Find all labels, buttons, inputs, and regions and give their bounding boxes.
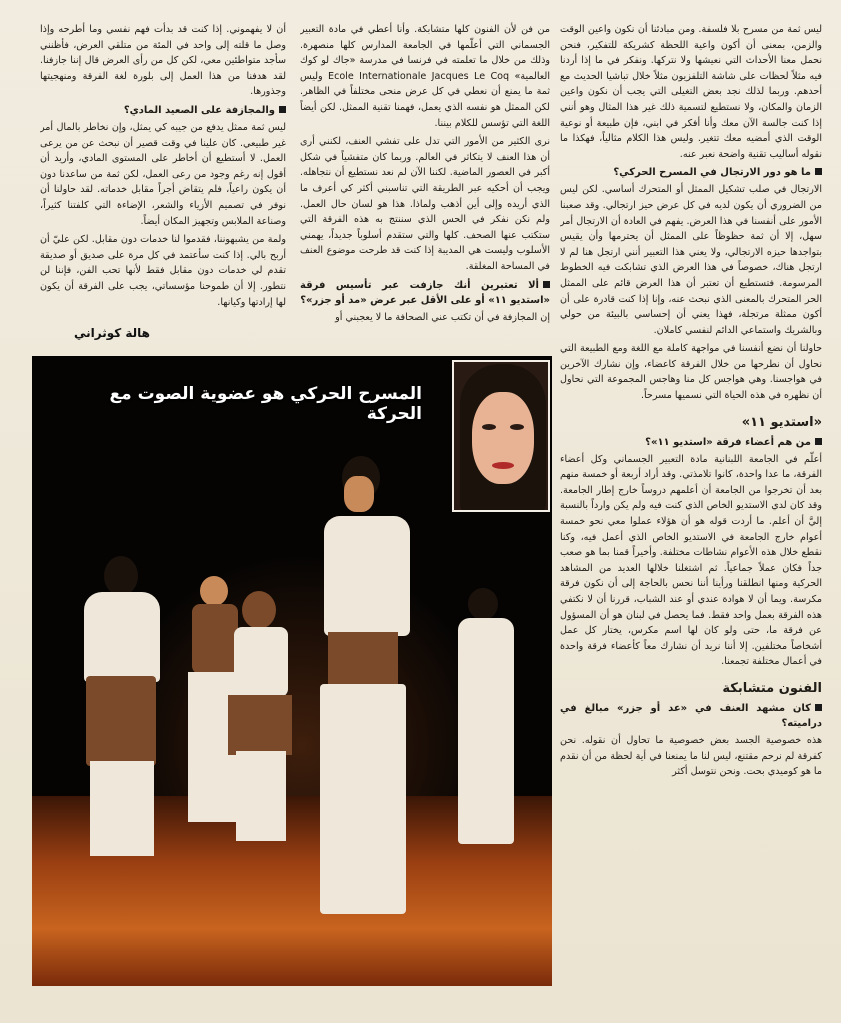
paragraph: ليس ثمة من مسرح بلا فلسفة. ومن مبادئنا أن نكون واعين الوقت والزمن، بمعنى أن أكون واعية اللحظة كشريكة للتفكير، فنحن نحمل معنا الأحداث التي نعيشها ولا نتركها. ونفكر في ما إذا أردنا فيه مثلاً لحظات على شاشة التلفزيون مثلاً خلال تباشيا الحديث مع أحدهم. وربما لذلك نجد بعض التغيلى التي يجب أن نكون واعين الزمان والمكان، ولا نستطيع لتسمية ذلك غير هذا المثال وهو أنني إذا كنت جالسة الآن معك وأنا أفكر في ابني، فإن طبيعة أو نوعية الوقت الذي أمضيه معك تتغير. وليس هذا الكلام مثالياً، فهكذا ما نقوله أساليب تقنية واضحة نعبر عنه. xyxy=(560,24,822,160)
paragraph: أعلّم في الجامعة اللبنانية مادة التعبير الجسماني وكل أعضاء الفرقة، ما عدا واحدة، كانوا تلامذتي. وقد أراد أربعة أو خمسة منهم بعد أن تخرجوا من الجامعة أن أعلمهم دروساً خارج إطار الجامعة. وقد كان لدي الاستديو الخاص الذي كنت فيه ولم يكن وارداً بالنسبة إليَّ أن أعلم. ما أردت قوله هو أن هؤلاء عملوا معي نحو خمسة أعوام خارج الجامعة في الاستديو الخاص الذي أعمل فيه، وكنا نقطع خلال هذه الأعوام نشاطات مختلفة. وأخيراً قمنا بما هو صعب جداً فكان عملاً جماعياً. ثم اشتغلنا خلالها العديد من المشاهد الحركية ومنها انطلقنا ورأينا أننا نحس بالحاجة إلى أن نكون فرقة مكرسة. ويما أن لا هوادة عندي أو عند الشباب، قررنا أن لا نكتفي هذه الفرقة بعمل واحد فقط. فما يحصل في لبنان هو أن المسؤول عن فرقة ما، حتى ولو كان لها اسم مكرس، يختار كل عمل أشخاصاً مختلفين. إلا أننا نريد أن نشارك معاً كأعضاء فرقة واحدة في أعمال مختلفة تجمعنا. xyxy=(560,453,822,668)
question-text: والمجازفة على الصعيد المادي؟ xyxy=(123,104,275,116)
paragraph: أن لا يفهموني. إذا كنت قد بدأت فهم نفسي وما أطرحه وإذا وصل ما قلته إلى واحد في المئة من متلقي العرض، فأظنني سأجد متواطئين معي، لكن كل من رأى العرض قال إننا جازفنا. لقد هدفنا من هذا العمل إلى بلورة لغة الفرقة ومنهجيتها وجذورها. xyxy=(40,24,286,98)
stage-photo xyxy=(32,356,552,986)
question-heading xyxy=(560,165,822,180)
square-bullet-icon xyxy=(543,281,550,288)
dancer-figure xyxy=(72,556,172,856)
question-heading xyxy=(560,701,822,731)
question-heading xyxy=(40,103,286,118)
question-heading xyxy=(560,435,822,450)
paragraph: نرى الكثير من الأمور التي تدل على تفشي العنف، لكنني أرى أن هذا العنف لا يتكاثر في العالم. وربما كان متفشياً في شكل أكبر في العصور الماضية. لكننا الآن لم نعد نستطيع أن نتجاهله. ويجب أن أحكيه عبر الطريقة التي تناسبني أكثر كي أعرف ما الذي أريده وإلى أين أذهب ولماذا. هذا هو لسان حال العمل. ولم نكن نفكر في الحس الذي سننتج به هذه الفرقة التي ستكتب عنها الصحف. كلها والتي ستقدم أسلوباً جديداً، يهمني الأسلوب وليست هي المديبة إذا كنت قد طرحت موضوع العنف في المساحة المغلقة. xyxy=(300,136,550,272)
square-bullet-icon xyxy=(815,704,822,711)
photo-caption: المسرح الحركي هو عضوية الصوت مع الحركة xyxy=(109,384,422,424)
question-text: كان مشهد العنف في «عد أو جزر» مبالغ في دراميته؟ xyxy=(560,702,822,729)
square-bullet-icon xyxy=(815,168,822,175)
question-text: ألا تعتبرين أنك جازفت عبر تأسيس فرقة «استديو ١١» أو على الأقل عبر عرض «مد أو جزر»؟ xyxy=(300,279,550,306)
article-column-right xyxy=(560,22,822,1012)
paragraph: ولمة من يشبهوننا، فقدموا لنا خدمات دون مقابل. لكن عليّ أن أربح بالي. إذا كنت سأعتمد في كل مرة على صديق أو صديقة تقدم لي خدمات دون مقابل فقط لأنها تحب الفن، فإننا لن نتطور. إلا أن طموحنا مؤسساتي، يجب على الفرقة أن يكون لها إرادتها وكيانها. xyxy=(40,234,286,308)
dancer-figure-lead xyxy=(302,456,422,916)
question-text: ما هو دور الارتجال في المسرح الحركي؟ xyxy=(613,167,811,179)
question-heading xyxy=(300,278,550,308)
paragraph: إن المجازفة في أن تكتب عني الصحافة ما لا يعجبني أو xyxy=(335,311,550,323)
article-column-middle xyxy=(300,22,550,352)
article-column-left xyxy=(40,22,286,327)
square-bullet-icon xyxy=(279,106,286,113)
paragraph: هذه خصوصية الجسد بعض خصوصية ما تحاول أن نقوله. نحن كفرقة لم نرحم مقتنع، ليس لنا ما يمنعنا في أية لحظة من أن نقدم ما هو كوميدي بحت. ونحن نتوسل أكثر xyxy=(560,734,822,778)
paragraph: ليس ثمة ممثل يدفع من جيبه كي يمثل، وإن نخاطر بالمال أمر غير طبيعي. كان علينا في وقت قصير أن نبحث عن من يرعى العمل. لا أستطيع أن أخاطر على المستوى المادي، وأريد أن أقول إنه رغم وجود من رعى العمل، لكن ثمة من ساعدنا دون أن يكون راعياً، فلم يتقاض أجراً مقابل خدماته. لقد حاولنا أن نوفر في تصميم الأزياء والشعر، الإضاءة التي كلفتنا كثيراً، وصناعة الملابس وتجهيز المكان أيضاً. xyxy=(40,121,286,227)
paragraph: الارتجال في صلب تشكيل الممثل أو المتحرك أساسي. لكن ليس من الضروري أن يكون لديه في كل عرض حيز ارتجالي. وقد صعبنا الأمور على أنفسنا في هذا العرض. يفهم في العادة أن الارتجال أمر سهل، إلا أن ثمة حظوظاً على الممثل أن يحترمها وأن يقيس بتواجدها حيزه الارتجالي، ولا يعني هذا التعبير أنني ارتجل هنا لم لا ارتجل هناك، خصوصاً في هذا العرض الذي تشابكت فيه الخطوط المرسومة. فتستطيع أن تعتبر أن هذا العرض قائم على الممثل الحر المتحرك بالمعنى الذي نبحث عنه، وإنا إذا كنت قادرة على أن أكون ممثلة مرتجلة، فهذا يعني أن إحساسي بالبيئة من حولي وبالشريك واستماعي الدائم لنفسي كاملان. xyxy=(560,184,822,336)
paragraph: من فن لأن الفنون كلها متشابكة. وأنا أعطي في مادة التعبير الجسماني التي أعلّمها في الجامعة المدارس كلها منصهرة. وذلك من خلال ما تعلمته في فرنسا في مدرسة «جاك لو كوك العالمية» Ecole Internationale Jacques Le Coq وليس ثمة ما يمنع أن نعطي في كل عرض منحى مختلفاً في الظاهر. لكن الممثل هو نفسه الذي يعمل، فهمنا تقنية الممثل. لكن أيضاً اللغة التي تؤسس للكلام بيننا. xyxy=(300,24,550,129)
dancer-figure xyxy=(222,591,302,841)
portrait-photo xyxy=(452,360,550,512)
section-title: الفنون متشابكة xyxy=(722,680,822,696)
author-byline: هالة كوثراني xyxy=(73,326,150,340)
square-bullet-icon xyxy=(815,438,822,445)
section-title: «استديو ١١» xyxy=(741,414,822,430)
paragraph: حاولنا أن نضع أنفسنا في مواجهة كاملة مع اللغة ومع الطبيعة التي نحاول أن نطرحها من خلال الفرقة كاعضاء، وإن نشارك الآخرين في هواجسنا. وهي هواجس كل منا وهاجس المجموعة التي نحاول أن نظهره في هذه الحياة التي نسميها مسرحاً. xyxy=(560,343,822,402)
dancer-figure xyxy=(452,588,522,848)
question-text: من هم أعضاء فرقة «استديو ١١»؟ xyxy=(645,436,811,448)
